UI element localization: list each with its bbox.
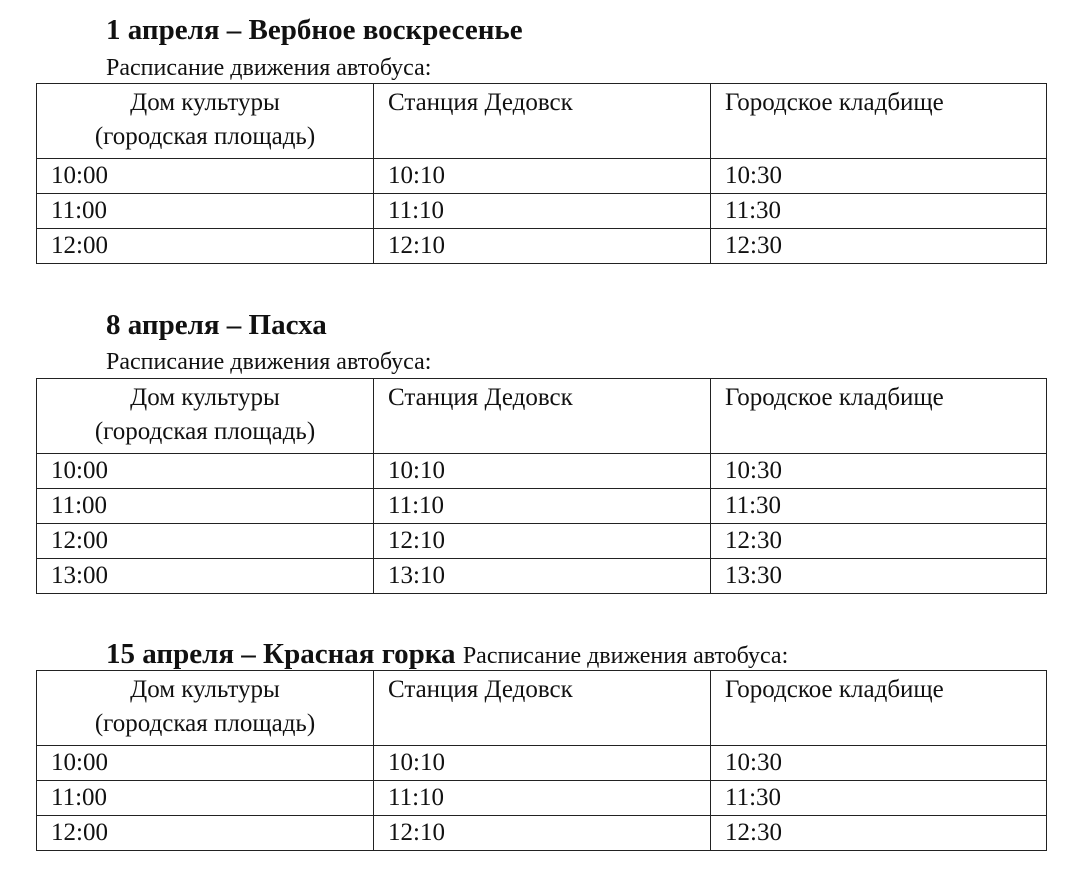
table-cell: 12:00 — [37, 816, 374, 851]
table-row — [37, 816, 1047, 851]
table-row — [37, 229, 1047, 264]
table-cell: 10:00 — [37, 454, 374, 489]
schedule-table — [36, 378, 1047, 594]
table-row — [37, 454, 1047, 489]
header-cell-cemetery: Городское кладбище — [711, 671, 1047, 746]
table-cell: 11:00 — [37, 781, 374, 816]
section-title: 15 апреля – Красная горка — [106, 638, 456, 670]
table-cell: 11:30 — [711, 781, 1047, 816]
table-cell: 10:30 — [711, 746, 1047, 781]
schedule-table — [36, 670, 1047, 851]
header-line: Дом культуры — [130, 676, 280, 703]
table-cell: 13:00 — [37, 559, 374, 594]
header-line: Дом культуры — [130, 384, 280, 411]
table-cell: 11:00 — [37, 489, 374, 524]
section-title-line — [106, 638, 788, 672]
table-header-row — [37, 84, 1047, 159]
table-cell: 11:00 — [37, 194, 374, 229]
header-line: (городская площадь) — [94, 123, 316, 150]
table-cell: 12:00 — [37, 229, 374, 264]
header-cell-cemetery: Городское кладбище — [711, 379, 1047, 454]
table-cell: 11:10 — [374, 781, 711, 816]
header-cell-cemetery: Городское кладбище — [711, 84, 1047, 159]
table-cell: 10:10 — [374, 159, 711, 194]
header-cell-house-of-culture — [37, 84, 374, 159]
table-row — [37, 559, 1047, 594]
table-cell: 11:30 — [711, 194, 1047, 229]
table-row — [37, 781, 1047, 816]
table-cell: 12:30 — [711, 524, 1047, 559]
table-row — [37, 489, 1047, 524]
section-subtitle: Расписание движения автобуса: — [106, 55, 432, 81]
table-row — [37, 524, 1047, 559]
table-cell: 12:10 — [374, 816, 711, 851]
table-cell: 12:10 — [374, 524, 711, 559]
table-cell: 10:30 — [711, 159, 1047, 194]
table-cell: 10:30 — [711, 454, 1047, 489]
header-line: (городская площадь) — [94, 418, 316, 445]
schedule-table — [36, 83, 1047, 264]
table-cell: 10:10 — [374, 454, 711, 489]
table-cell: 12:30 — [711, 816, 1047, 851]
header-cell-station: Станция Дедовск — [374, 671, 711, 746]
table-cell: 11:10 — [374, 194, 711, 229]
section-title: 1 апреля – Вербное воскресенье — [106, 14, 523, 46]
table-header-row — [37, 671, 1047, 746]
table-cell: 12:10 — [374, 229, 711, 264]
header-cell-house-of-culture — [37, 379, 374, 454]
table-cell: 12:00 — [37, 524, 374, 559]
header-cell-house-of-culture — [37, 671, 374, 746]
header-line: Дом культуры — [130, 89, 280, 116]
header-cell-station: Станция Дедовск — [374, 379, 711, 454]
table-cell: 12:30 — [711, 229, 1047, 264]
table-cell: 10:10 — [374, 746, 711, 781]
table-row — [37, 746, 1047, 781]
header-line: (городская площадь) — [94, 710, 316, 737]
table-header-row — [37, 379, 1047, 454]
table-cell: 10:00 — [37, 746, 374, 781]
section-title: 8 апреля – Пасха — [106, 309, 327, 341]
table-row — [37, 159, 1047, 194]
table-cell: 11:10 — [374, 489, 711, 524]
table-cell: 13:10 — [374, 559, 711, 594]
header-cell-station: Станция Дедовск — [374, 84, 711, 159]
table-cell: 11:30 — [711, 489, 1047, 524]
table-cell: 13:30 — [711, 559, 1047, 594]
table-row — [37, 194, 1047, 229]
table-cell: 10:00 — [37, 159, 374, 194]
section-subtitle: Расписание движения автобуса: — [462, 643, 789, 669]
section-subtitle: Расписание движения автобуса: — [106, 349, 432, 375]
